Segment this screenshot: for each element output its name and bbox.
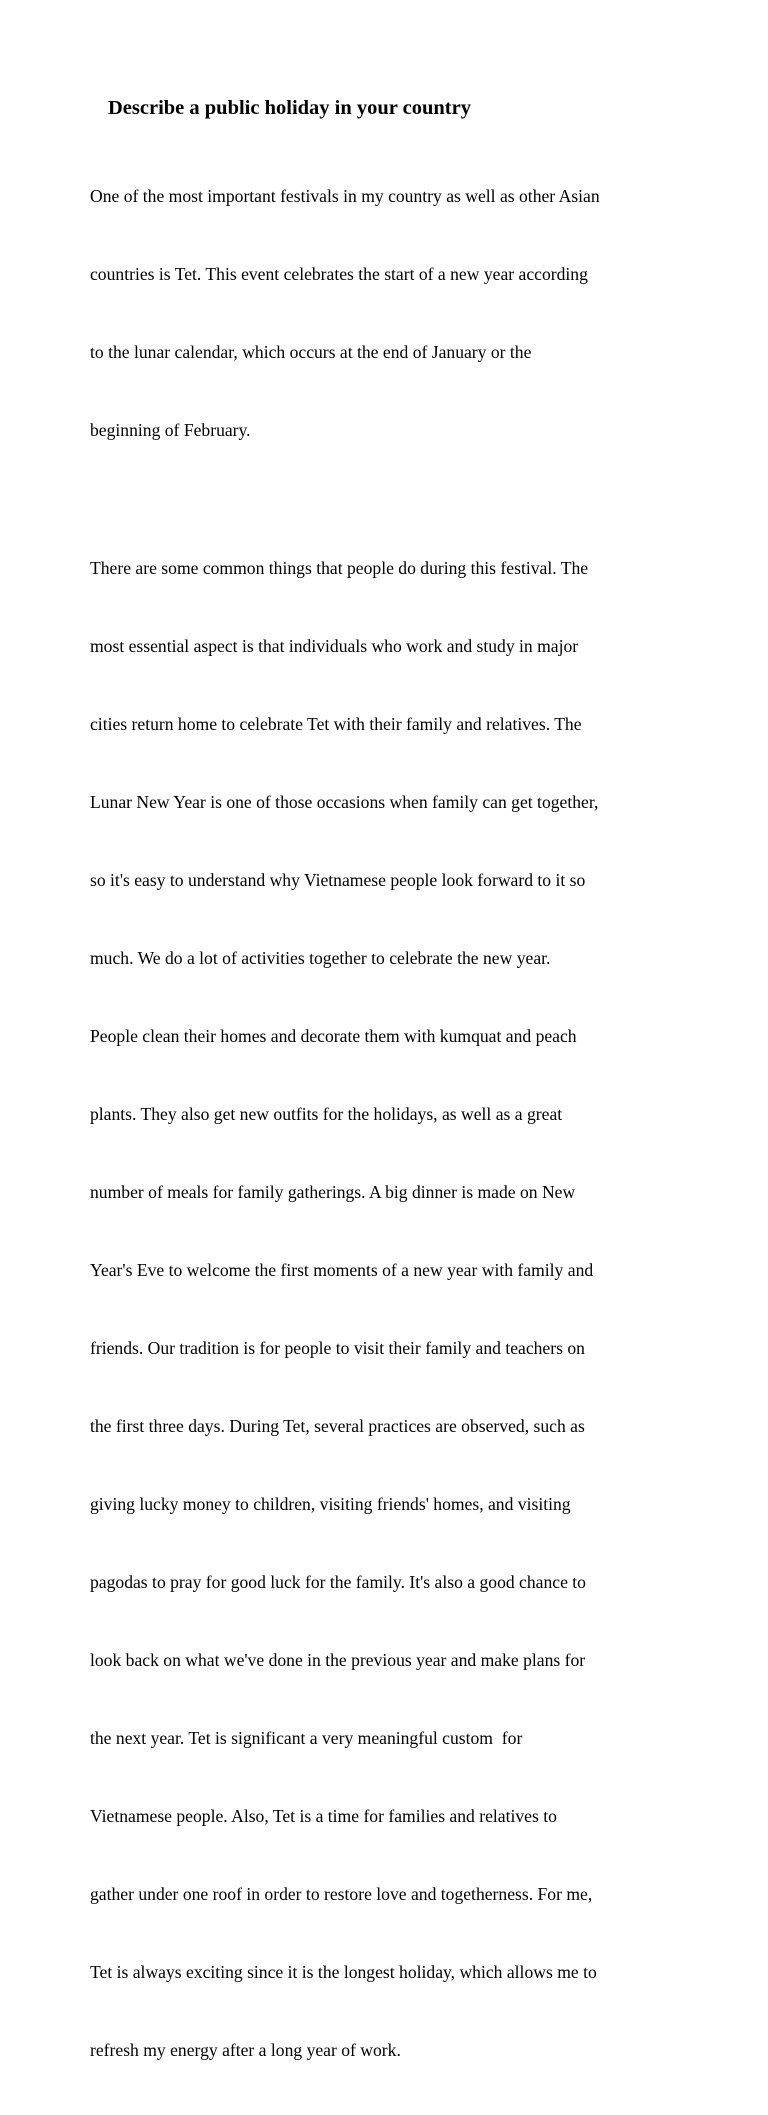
text-line: to the lunar calendar, which occurs at the end of January or the <box>90 342 532 362</box>
text-line: There are some common things that people do during this festival. The <box>90 558 589 578</box>
text-line: giving lucky money to children, visiting friends' homes, and visiting <box>90 1494 571 1514</box>
text-line: Vietnamese people. Also, Tet is a time for families and relatives to <box>90 1806 557 1826</box>
text-line: pagodas to pray for good luck for the family. It's also a good chance to <box>90 1572 586 1592</box>
document-title: Describe a public holiday in your country <box>108 97 471 119</box>
paragraph-activities <box>90 503 700 2115</box>
text-line: countries is Tet. This event celebrates the start of a new year according <box>90 264 588 284</box>
document-body <box>90 131 700 2115</box>
text-line: Tet is always exciting since it is the longest holiday, which allows me to <box>90 1962 597 1982</box>
text-line: look back on what we've done in the previous year and make plans for <box>90 1650 586 1670</box>
text-line: plants. They also get new outfits for the holidays, as well as a great <box>90 1104 563 1124</box>
paragraph-intro <box>90 131 700 495</box>
text-line: friends. Our tradition is for people to visit their family and teachers on <box>90 1338 585 1358</box>
text-line: One of the most important festivals in my country as well as other Asian <box>90 186 600 206</box>
text-line: the first three days. During Tet, several practices are observed, such as <box>90 1416 585 1436</box>
text-line: much. We do a lot of activities together to celebrate the new year. <box>90 948 551 968</box>
text-line: Lunar New Year is one of those occasions when family can get together, <box>90 792 599 812</box>
text-line: Year's Eve to welcome the first moments of a new year with family and <box>90 1260 594 1280</box>
text-line: refresh my energy after a long year of work. <box>90 2040 401 2060</box>
text-line: beginning of February. <box>90 420 251 440</box>
text-line: number of meals for family gatherings. A big dinner is made on New <box>90 1182 576 1202</box>
text-line: cities return home to celebrate Tet with their family and relatives. The <box>90 714 582 734</box>
text-line: most essential aspect is that individuals who work and study in major <box>90 636 579 656</box>
text-line: the next year. Tet is significant a very meaningful custom for <box>90 1728 523 1748</box>
text-line: gather under one roof in order to restore love and togetherness. For me, <box>90 1884 593 1904</box>
text-line: so it's easy to understand why Vietnamese people look forward to it so <box>90 870 586 890</box>
text-line: People clean their homes and decorate them with kumquat and peach <box>90 1026 577 1046</box>
